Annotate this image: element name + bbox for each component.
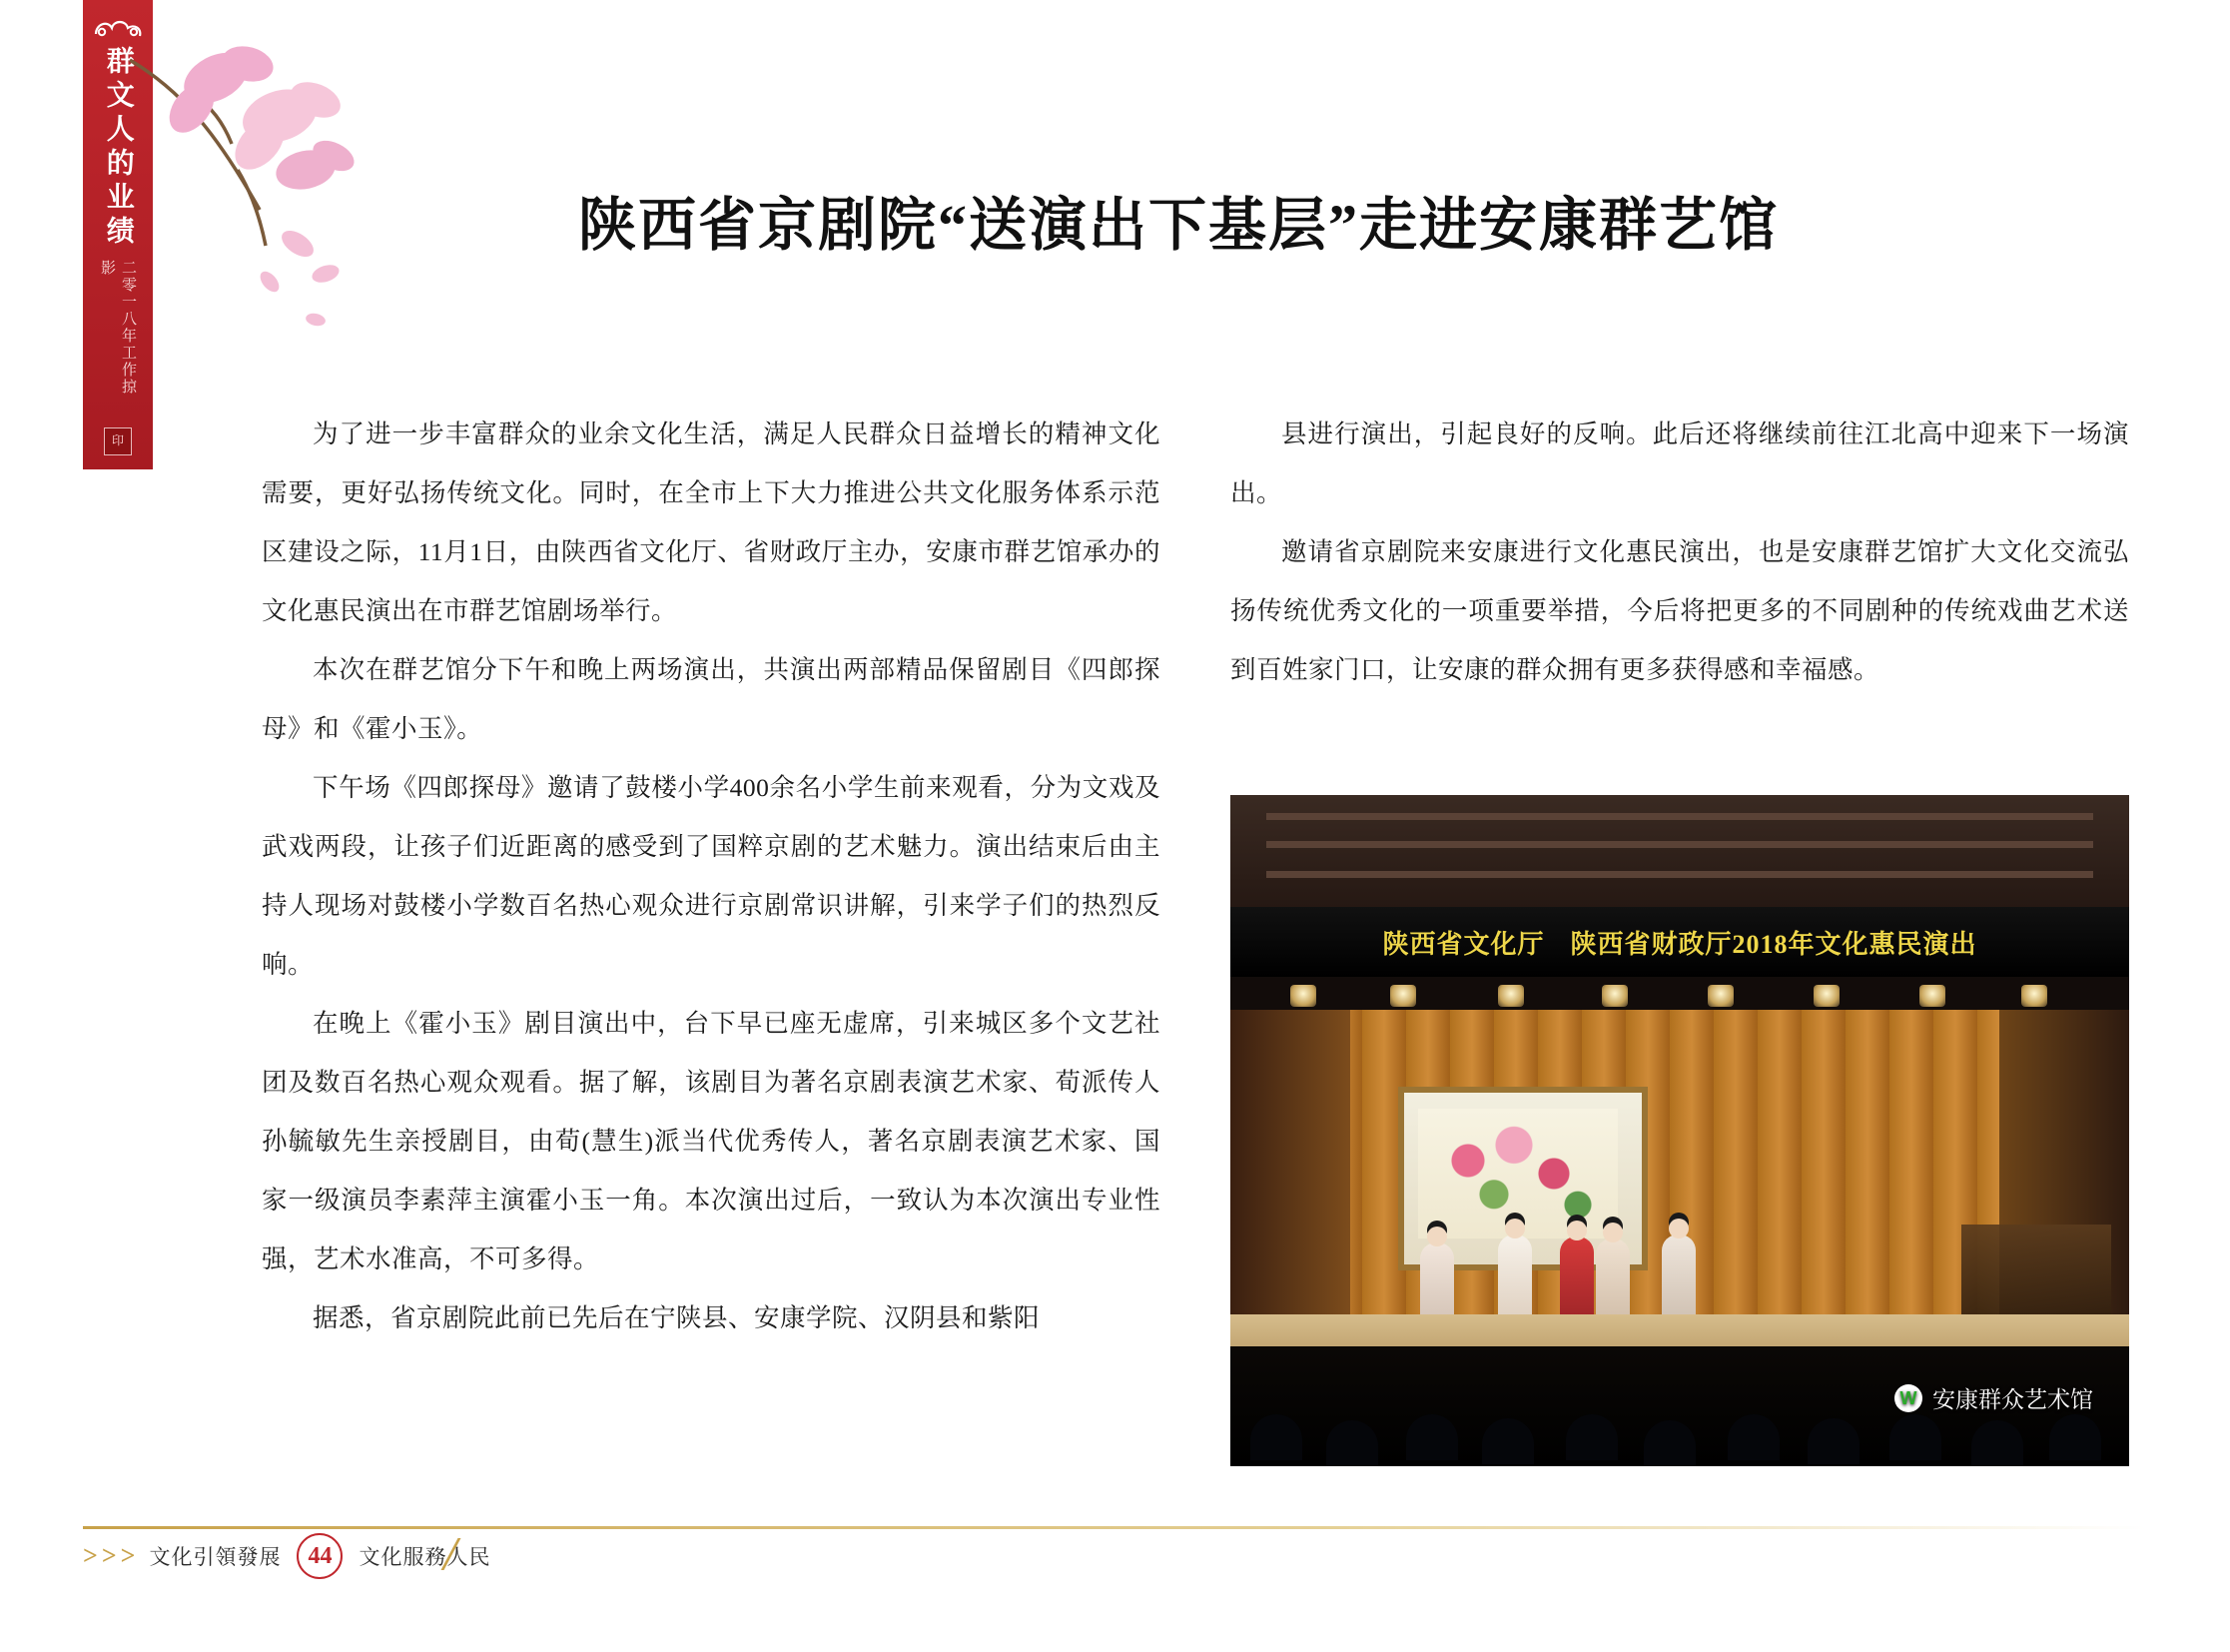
stage-light-icon (2021, 985, 2047, 1007)
photo-watermark (1894, 1381, 2093, 1414)
stage-light-icon (1919, 985, 1945, 1007)
article-left-column (262, 405, 1160, 1347)
side-banner-subtitle: 二零一八年工作掠影 (99, 260, 136, 396)
stage-light-icon (1708, 985, 1734, 1007)
footer-divider (83, 1526, 2146, 1529)
side-banner (83, 0, 153, 469)
wechat-icon: W (1894, 1384, 1922, 1412)
stage-light-icon (1602, 985, 1628, 1007)
watermark-text: 安康群众艺术馆 (1932, 1386, 2093, 1412)
stage-light-icon (1814, 985, 1840, 1007)
footer-left-text: 文化引領發展 (149, 1545, 282, 1569)
stage-banner (1230, 907, 2129, 977)
stage-performance-photo (1230, 795, 2129, 1466)
paragraph: 据悉，省京剧院此前已先后在宁陕县、安康学院、汉阴县和紫阳 (313, 1303, 1041, 1332)
stage-light-icon (1498, 985, 1524, 1007)
stage-banner-right-text: 陕西省财政厅2018年文化惠民演出 (1570, 929, 1977, 959)
magnolia-flower-illustration (120, 20, 419, 380)
paragraph: 下午场《四郎探母》邀请了鼓楼小学400余名小学生前来观看，分为文戏及武戏两段，让孩子们近距离的感受到了国粹京剧的艺术魅力。演出结束后由主持人现场对鼓楼小学数百名热心观众进行京剧常识讲解，引来学子们的热烈反响。 (262, 773, 1160, 979)
stage-light-icon (1390, 985, 1416, 1007)
stage-light-icon (1290, 985, 1316, 1007)
seal-icon: 印 (104, 427, 132, 455)
footer-right-text: 文化服務人民 (359, 1545, 491, 1569)
article-right-column (1230, 405, 2129, 699)
paragraph: 县进行演出，引起良好的反响。此后还将继续前往江北高中迎来下一场演出。 (1230, 419, 2129, 507)
photo-ceiling (1230, 795, 2129, 915)
paragraph: 为了进一步丰富群众的业余文化生活，满足人民群众日益增长的精神文化需要，更好弘扬传统文化。同时，在全市上下大力推进公共文化服务体系示范区建设之际，11月1日，由陕西省文化厅、省财政厅主办，安康市群艺馆承办的文化惠民演出在市群艺馆剧场举行。 (262, 419, 1160, 625)
paragraph: 本次在群艺馆分下午和晚上两场演出，共演出两部精品保留剧目《四郎探母》和《霍小玉》。 (262, 655, 1160, 743)
footer-arrows-icon: >>> (83, 1541, 140, 1570)
stage-curtain-left (1230, 1010, 1350, 1319)
stage-banner-left-text: 陕西省文化厅 (1382, 929, 1545, 959)
page-footer (83, 1534, 1481, 1578)
cloud-ornament-icon (92, 14, 144, 40)
page-number-badge: 44 (297, 1533, 343, 1579)
paragraph: 在晚上《霍小玉》剧目演出中，台下早已座无虚席，引来城区多个文艺社团及数百名热心观众观看。据了解，该剧目为著名京剧表演艺术家、荀派传人孙毓敏先生亲授剧目，由荀(慧生)派当代优秀传人，著名京剧表演艺术家、国家一级演员李素萍主演霍小玉一角。本次演出过后，一致认为本次演出专业性强，艺术水准高，不可多得。 (262, 1009, 1160, 1273)
paragraph: 邀请省京剧院来安康进行文化惠民演出，也是安康群艺馆扩大文化交流弘扬传统优秀文化的一项重要举措，今后将把更多的不同剧种的传统戏曲艺术送到百姓家门口，让安康的群众拥有更多获得感和幸福感。 (1230, 537, 2129, 684)
page-title: 陕西省京剧院“送演出下基层”走进安康群艺馆 (577, 193, 1779, 258)
side-banner-title: 群文人的业绩 (102, 46, 134, 250)
